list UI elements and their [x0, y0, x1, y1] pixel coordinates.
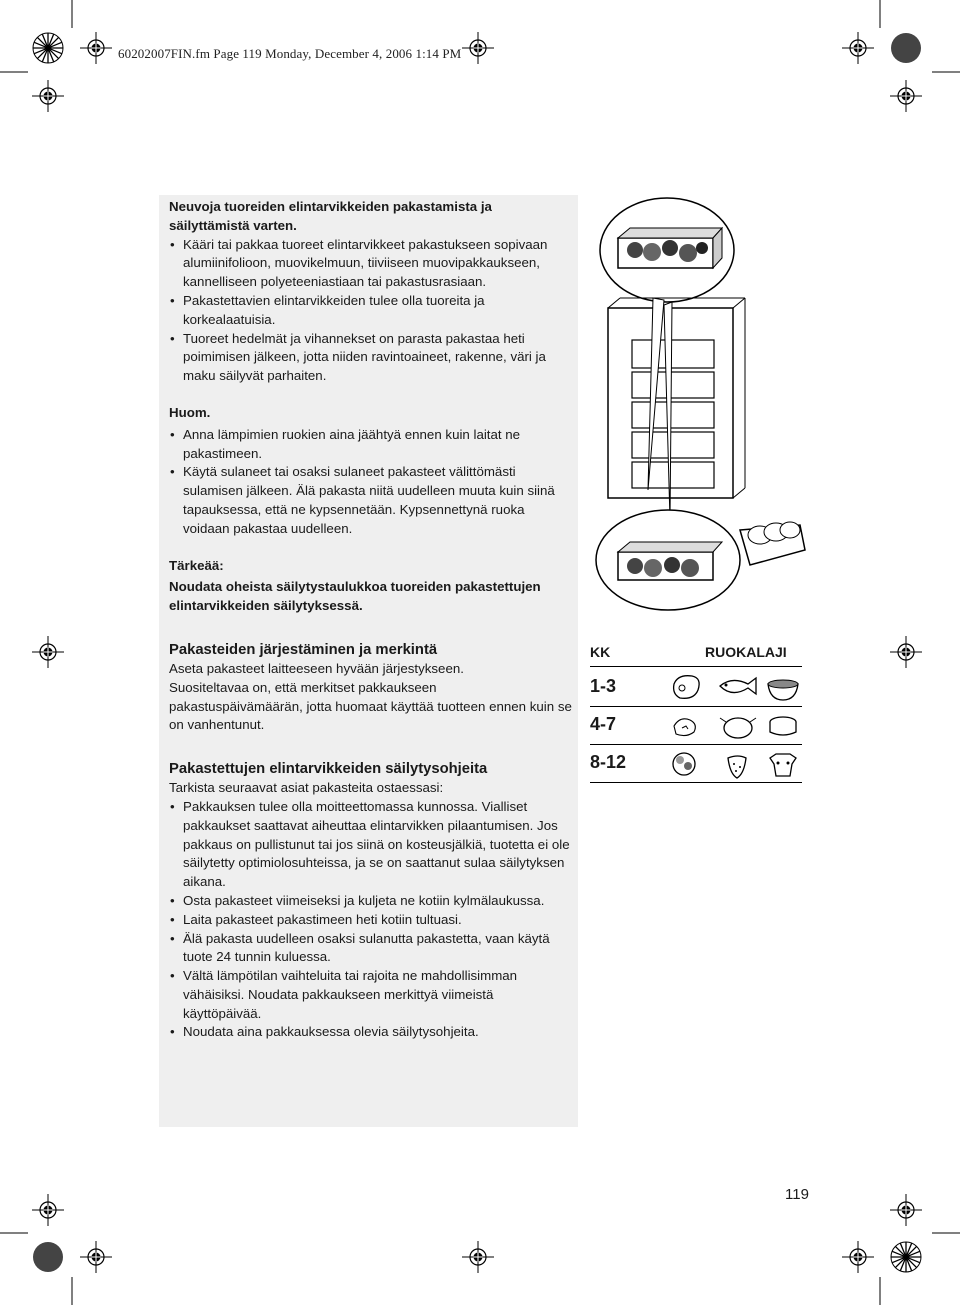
table-divider — [590, 782, 802, 783]
fish-icon — [720, 678, 756, 694]
table-row-months: 4-7 — [590, 714, 617, 734]
note-list — [169, 426, 574, 539]
important-text: Noudata oheista säilytystaulukkoa tuoreiden pakastettujen elintarvikkeiden säilytyksessä. — [169, 579, 541, 614]
list-item: • Käytä sulaneet tai osaksi sulaneet pakasteet välittömästi sulamisen jälkeen. Älä pakasta niitä uudelleen muuta kuin siinä tapauksessa, että ne kypsennetään. Kypsennettynä ruoka voidaan pakastaa uudelleen. — [169, 463, 574, 538]
storage-intro: Tarkista seuraavat asiat pakasteita ostaessasi: — [169, 780, 444, 796]
drawer-food-icon — [618, 228, 722, 268]
arrange-paragraph-2: Suositeltavaa on, että merkitset pakkaukseen pakastuspäivämäärän, jotta huomaat käyttää tuotteen ennen kuin se on vanhentunut. — [169, 679, 572, 733]
cake-icon — [770, 717, 796, 735]
table-row-months: 1-3 — [590, 676, 617, 696]
soup-bowl-icon — [768, 680, 798, 700]
arrange-paragraph-1: Aseta pakasteet laitteeseen hyvään järjestykseen. — [169, 660, 464, 676]
important-title: Tärkeää: — [169, 557, 224, 573]
list-item: • Laita pakasteet pakastimeen heti kotiin tultuasi. — [169, 911, 574, 930]
list-item: • Vältä lämpötilan vaihteluita tai rajoita ne mahdollisimman vähäisiksi. Noudata pakkaukseen merkittyä viimeistä käyttöpäivää. — [169, 967, 574, 1023]
drawer-food-icon — [618, 542, 722, 580]
table-header-kk: KK — [590, 644, 611, 660]
storage-title: Pakastettujen elintarvikkeiden säilytysohjeita — [169, 761, 488, 778]
vegetables-icon — [673, 753, 695, 775]
arrange-title: Pakasteiden järjestäminen ja merkintä — [169, 641, 438, 658]
page-number: 119 — [785, 1186, 809, 1203]
table-header-food: RUOKALAJI — [705, 644, 787, 660]
freezer-illustration — [590, 190, 815, 615]
cow-head-icon — [770, 754, 796, 776]
file-header: 60202007FIN.fm Page 119 Monday, December 4, 2006 1:14 PM — [118, 46, 462, 61]
strawberry-icon — [728, 756, 746, 778]
note-title: Huom. — [169, 404, 211, 420]
minced-meat-icon — [674, 719, 695, 736]
storage-list — [169, 798, 574, 1042]
intro-list — [169, 236, 574, 386]
chicken-icon — [720, 718, 756, 738]
intro-title: Neuvoja tuoreiden elintarvikkeiden pakastamista ja säilyttämistä varten. — [169, 199, 492, 233]
list-item: • Älä pakasta uudelleen osaksi sulanutta pakastetta, vaan käytä tuote 24 tunnin kuluessa. — [169, 930, 574, 968]
list-item: • Tuoreet hedelmät ja vihannekset on parasta pakastaa heti poimimisen jälkeen, jotta niiden ravintoaineet, rakenne, väri ja maku säilyvät parhaiten. — [169, 330, 574, 386]
list-item: • Anna lämpimien ruokien aina jäähtyä ennen kuin laitat ne pakastimeen. — [169, 426, 574, 464]
list-item: • Kääri tai pakkaa tuoreet elintarvikkeet pakastukseen sopivaan alumiinifolioon, muovikelmuun, tiiviiseen muovipakkaukseen, kannelliseen polyeteeniastiaan tai pakastusrasiaan. — [169, 236, 574, 292]
main-text — [169, 198, 574, 1042]
food-icons — [668, 670, 802, 782]
meat-cut-icon — [674, 676, 700, 699]
list-item: • Pakkauksen tulee olla moitteettomassa kunnossa. Vialliset pakkaukset saattavat aiheuttaa elintarvikken pilaantumisen. Jos pakkaus on pullistunut tai jos siinä on kosteusjälkiä, tuotetta ei ole säilytetty optimiolosuhteissa, ja se on saattanut sulaa säilytyksen aikana. — [169, 798, 574, 892]
table-row-months: 8-12 — [590, 752, 627, 772]
table-divider — [590, 666, 802, 667]
list-item: • Noudata aina pakkauksessa olevia säilytysohjeita. — [169, 1023, 574, 1042]
list-item: • Osta pakasteet viimeiseksi ja kuljeta ne kotiin kylmälaukussa. — [169, 892, 574, 911]
list-item: • Pakastettavien elintarvikkeiden tulee olla tuoreita ja korkealaatuisia. — [169, 292, 574, 330]
